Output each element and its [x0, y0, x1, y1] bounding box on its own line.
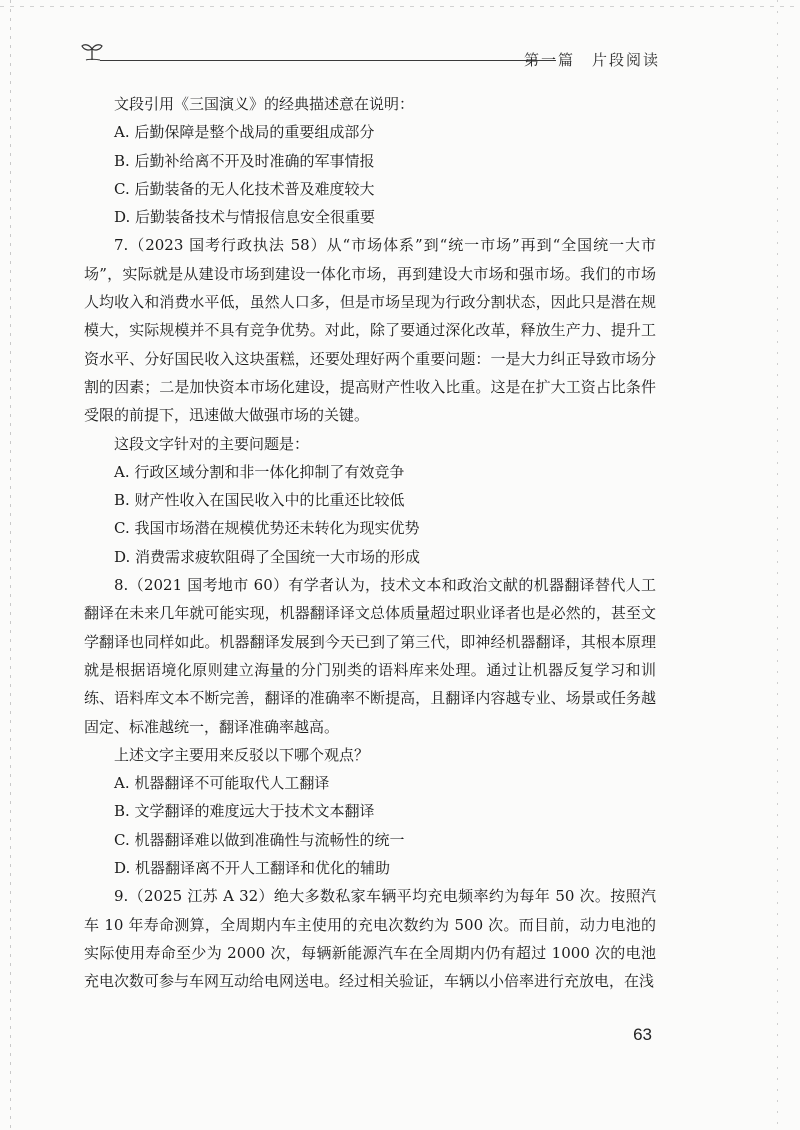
page-header: [80, 40, 660, 70]
question-9-passage: 9.（2025 江苏 A 32）绝大多数私家车辆平均充电频率约为每年 50 次。按照汽车 10 年寿命测算，全周期内车主使用的充电次数约为 500 次。而目前，动力电池的实际使用寿命至少为 2000 次，每辆新能源汽车在全周期内仍有超过 1000 次的电池充电次数可参与车网互动给电网送电。经过相关验证，车辆以小倍率进行充放电，在浅: [84, 887, 656, 991]
page-number: 63: [633, 1025, 652, 1044]
question-7-passage: 7.（2023 国考行政执法 58）从“市场体系”到“统一市场”再到“全国统一大市场”，实际就是从建设市场到建设一体化市场，再到建设大市场和强市场。我们的市场人均收入和消费水平低，虽然人口多，但是市场呈现为行政分割状态，因此只是潜在规模大，实际规模并不具有竞争优势。对此，除了要通过深化改革，释放生产力、提升工资水平、分好国民收入这块蛋糕，还要处理好两个重要问题：一是大力纠正导致市场分割的因素；二是加快资本市场化建设，提高财产性收入比重。这是在扩大工资占比条件受限的前提下，迅速做大做强市场的关键。: [84, 236, 656, 425]
question-6-prompt: 文段引用《三国演义》的经典描述意在说明：: [114, 95, 415, 113]
question-8-option-a: A. 机器翻译不可能取代人工翻译: [114, 774, 330, 793]
question-6-option-d: D. 后勤装备技术与情报信息安全很重要: [114, 208, 376, 227]
section-title: 第一篇 片段阅读: [523, 51, 660, 69]
question-7-option-a: A. 行政区域分割和非一体化抑制了有效竞争: [114, 462, 405, 481]
question-8-option-c: C. 机器翻译难以做到准确性与流畅性的统一: [114, 830, 405, 849]
page-content: [84, 90, 656, 996]
sprout-icon: [80, 40, 104, 62]
question-6-option-b: B. 后勤补给离不开及时准确的军事情报: [114, 151, 375, 170]
question-7-prompt: 这段文字针对的主要问题是：: [114, 434, 310, 453]
question-7-option-b: B. 财产性收入在国民收入中的比重还比较低: [114, 491, 405, 510]
scan-edge-right: [777, 0, 778, 1130]
question-8-option-d: D. 机器翻译离不开人工翻译和优化的辅助: [114, 859, 391, 878]
question-8-passage: 8.（2021 国考地市 60）有学者认为，技术文本和政治文献的机器翻译替代人工翻译在未来几年就可能实现，机器翻译译文总体质量超过职业译者也是必然的，甚至文学翻译也同样如此。机器翻译发展到今天已到了第三代，即神经机器翻译，其根本原理就是根据语境化原则建立海量的分门别类的语料库来处理。通过让机器反复学习和训练、语料库文本不断完善，翻译的准确率不断提高，且翻译内容越专业、场景或任务越固定、标准越统一，翻译准确率越高。: [84, 576, 656, 736]
question-7-option-d: D. 消费需求疲软阻碍了全国统一大市场的形成: [114, 547, 421, 566]
question-8-prompt: 上述文字主要用来反驳以下哪个观点？: [114, 745, 370, 764]
scan-edge-top: [0, 6, 800, 7]
question-6-option-a: A. 后勤保障是整个战局的重要组成部分: [114, 123, 375, 142]
question-7-option-c: C. 我国市场潜在规模优势还未转化为现实优势: [114, 519, 420, 538]
question-6-option-c: C. 后勤装备的无人化技术普及难度较大: [114, 179, 375, 198]
scan-edge-left: [10, 0, 11, 1130]
header-rule: [100, 60, 530, 61]
question-8-option-b: B. 文学翻译的难度远大于技术文本翻译: [114, 802, 375, 821]
